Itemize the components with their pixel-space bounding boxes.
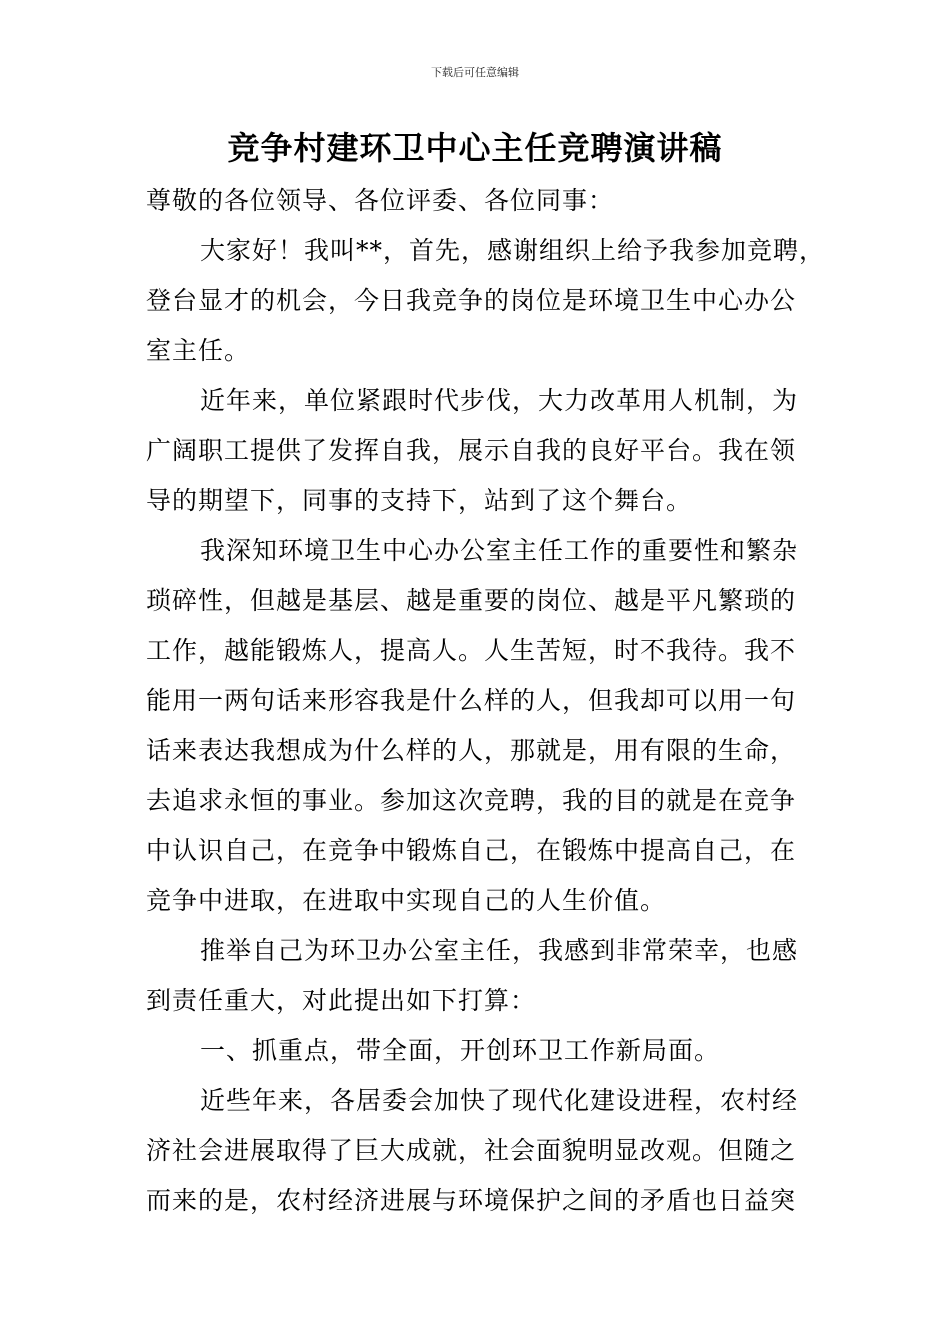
body-line: 我深知环境卫生中心办公室主任工作的重要性和繁杂 (200, 536, 799, 565)
header-note: 下载后可任意编辑 (431, 66, 519, 79)
body-line: 能用一两句话来形容我是什么样的人，但我却可以用一句 (146, 686, 797, 715)
body-line: 广阔职工提供了发挥自我，展示自我的良好平台。我在领 (146, 436, 797, 465)
body-line: 到责任重大，对此提出如下打算： (146, 986, 537, 1015)
body-line: 近些年来，各居委会加快了现代化建设进程，农村经 (200, 1086, 799, 1115)
body-line: 室主任。 (146, 336, 251, 365)
document-title: 竞争村建环卫中心主任竞聘演讲稿 (227, 129, 723, 167)
body-line: 济社会进展取得了巨大成就，社会面貌明显改观。但随之 (146, 1136, 797, 1165)
body-line: 中认识自己，在竞争中锻炼自己，在锻炼中提高自己，在 (146, 836, 797, 865)
body-line: 竞争中进取，在进取中实现自己的人生价值。 (146, 886, 667, 915)
body-line: 大家好！我叫**，首先，感谢组织上给予我参加竞聘， (200, 236, 826, 265)
salutation-line: 尊敬的各位领导、各位评委、各位同事： (146, 186, 615, 215)
document-body (146, 176, 836, 1226)
body-line: 推举自己为环卫办公室主任，我感到非常荣幸，也感 (200, 936, 799, 965)
body-line: 琐碎性，但越是基层、越是重要的岗位、越是平凡繁琐的 (146, 586, 797, 615)
section-heading: 一、抓重点，带全面，开创环卫工作新局面。 (200, 1036, 721, 1065)
body-line: 工作，越能锻炼人，提高人。人生苦短，时不我待。我不 (146, 636, 797, 665)
body-line: 话来表达我想成为什么样的人，那就是，用有限的生命， (146, 736, 797, 765)
body-line: 登台显才的机会，今日我竞争的岗位是环境卫生中心办公 (146, 286, 797, 315)
body-line: 近年来，单位紧跟时代步伐，大力改革用人机制，为 (200, 386, 799, 415)
body-line: 而来的是，农村经济进展与环境保护之间的矛盾也日益突 (146, 1186, 797, 1215)
body-line: 导的期望下，同事的支持下，站到了这个舞台。 (146, 486, 693, 515)
body-line: 去追求永恒的事业。参加这次竞聘，我的目的就是在竞争 (146, 786, 797, 815)
